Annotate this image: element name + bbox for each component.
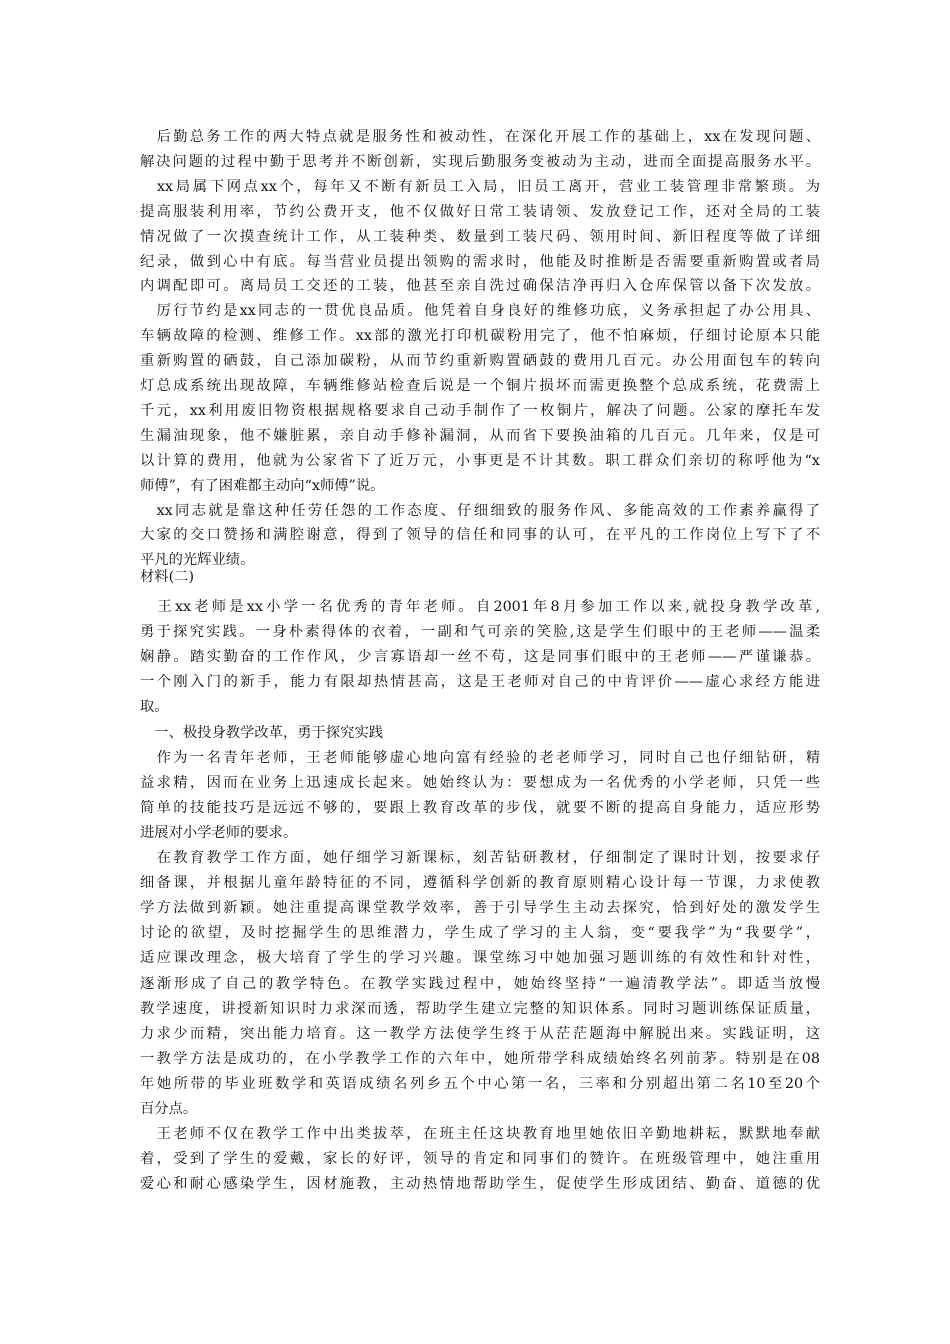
text-line: 一教学方法是成功的，在小学教学工作的六年中，她所带学科成绩始终名列前茅。特别是在08 — [140, 1050, 820, 1067]
text-line: 师傅”，有了困难都主动向“x师傅”说。 — [140, 477, 385, 494]
text-line: 材料(二) — [140, 569, 195, 585]
text-line: 千元，xx利用废旧物资根据规格要求自己动手制作了一枚铜片，解决了问题。公家的摩托车发 — [140, 402, 820, 419]
text-line: 教学速度，讲授新知识时力求深而透，帮助学生建立完整的知识体系。同时习题训练保证质量， — [140, 1000, 820, 1017]
text-line: 一、极投身教学改革，勇于探究实践 — [140, 724, 384, 741]
text-line: 学方法做到新颖。她注重提高课堂教学效率，善于引导学生主动去探究，恰到好处的激发学生 — [140, 900, 820, 917]
text-line: 进展对小学老师的要求。 — [140, 824, 298, 841]
text-line: 着，受到了学生的爱戴，家长的好评，领导的肯定和同事们的赞许。在班级管理中，她注重用 — [140, 1151, 820, 1168]
text-line: 勇于探究实践。一身朴素得体的衣着，一副和气可亲的笑脸,这是学生们眼中的王老师——温柔 — [140, 624, 820, 641]
text-line: 取。 — [140, 699, 169, 716]
text-line: 纪录，做到心中有底。每当营业员提出领购的需求时，他能及时推断是否需要重新购置或者局 — [140, 253, 820, 270]
text-line: 车辆故障的检测、维修工作。xx部的激光打印机碳粉用完了，他不怕麻烦，仔细讨论原本只能 — [140, 328, 820, 345]
text-line: 重新购置的硒鼓，自己添加碳粉，从而节约重新购置硒鼓的费用几百元。办公用面包车的转向 — [140, 353, 820, 370]
text-line: 解决问题的过程中勤于思考并不断创新，实现后勤服务变被动为主动，进而全面提高服务水平。 — [140, 153, 820, 170]
text-line: 王老师不仅在教学工作中出类拔萃，在班主任这块教育地里她依旧辛勤地耕耘，默默地奉献 — [140, 1126, 820, 1143]
text-line: 以计算的费用，他就为公家省下了近万元，小事更是不计其数。职工群众们亲切的称呼他为“x — [140, 452, 820, 469]
text-line: 年她所带的毕业班数学和英语成绩名列乡五个中心第一名，三率和分别超出第二名10至20个 — [140, 1075, 820, 1092]
text-line: 提高服装利用率，节约公费开支，他不仅做好日常工装请领、发放登记工作，还对全局的工装 — [140, 203, 820, 220]
text-line: 爱心和耐心感染学生，因材施教，主动热情地帮助学生，促使学生形成团结、勤奋、道德的优 — [140, 1176, 820, 1193]
text-line: 生漏油现象，他不嫌脏累，亲自动手修补漏洞，从而省下要换油箱的几百元。几年来，仅是可 — [140, 427, 820, 444]
text-line: 一个刚入门的新手，能力有限却热情甚高，这是王老师对自己的中肯评价——虚心求经方能进 — [140, 674, 820, 691]
text-line: 在教育教学工作方面，她仔细学习新课标，刻苦钻研教材，仔细制定了课时计划，按要求仔 — [140, 850, 820, 866]
text-line: 细备课，并根据儿童年龄特征的不同，遵循科学创新的教育原则精心设计每一节课，力求使教 — [140, 875, 820, 892]
text-line: 娴静。踏实勤奋的工作作风，少言寡语却一丝不苟，这是同事们眼中的王老师——严谨谦恭。 — [140, 649, 820, 666]
text-line: 后勤总务工作的两大特点就是服务性和被动性，在深化开展工作的基础上，xx在发现问题、 — [140, 129, 820, 145]
text-line: 大家的交口赞扬和满腔谢意，得到了领导的信任和同事的认可，在平凡的工作岗位上写下了不 — [140, 527, 820, 544]
text-line: 灯总成系统出现故障，车辆维修站检查后说是一个铜片损坏而需更换整个总成系统，花费需上 — [140, 378, 820, 394]
text-line: xx同志就是靠这种任劳任怨的工作态度、仔细细致的服务作风、多能高效的工作素养赢得了 — [140, 502, 820, 519]
text-line: 王xx老师是xx小学一名优秀的青年老师。自2001年8月参加工作以来,就投身教学改革, — [140, 599, 820, 615]
text-line: 作为一名青年老师，王老师能够虚心地向富有经验的老老师学习，同时自己也仔细钻研，精 — [140, 749, 820, 766]
text-line: 情况做了一次摸查统计工作，从工装种类、数量到工装尺码、领用时间、新旧程度等做了详细 — [140, 228, 820, 245]
text-line: 讨论的欲望，及时挖掘学生的思维潜力，学生成了学习的主人翁，变“要我学”为“我要学”， — [140, 925, 820, 942]
text-line: 力求少而精，突出能力培育。这一教学方法使学生终于从茫茫题海中解脱出来。实践证明，这 — [140, 1025, 820, 1042]
text-line: 简单的技能技巧是远远不够的，要跟上教育改革的步伐，就要不断的提高自身能力，适应形势 — [140, 799, 820, 816]
text-line: 适应课改理念，极大培育了学生的学习兴趣。课堂练习中她加强习题训练的有效性和针对性， — [140, 950, 820, 967]
text-line: 平凡的光辉业绩。 — [140, 552, 255, 569]
text-line: 厉行节约是xx同志的一贯优良品质。他凭着自身良好的维修功底，义务承担起了办公用具、 — [140, 303, 820, 320]
text-line: 逐渐形成了自己的教学特色。在教学实践过程中，她始终坚持“一遍清教学法”。即适当放慢 — [140, 975, 820, 992]
text-line: 百分点。 — [140, 1101, 198, 1117]
text-line: 益求精，因而在业务上迅速成长起来。她始终认为：要想成为一名优秀的小学老师，只凭一些 — [140, 774, 820, 791]
text-line: 内调配即可。离局员工交还的工装，他甚至亲自洗过确保洁净再归入仓库保管以备下次发放。 — [140, 278, 820, 295]
text-line: xx局属下网点xx个，每年又不断有新员工入局，旧员工离开，营业工装管理非常繁琐。为 — [140, 178, 820, 195]
